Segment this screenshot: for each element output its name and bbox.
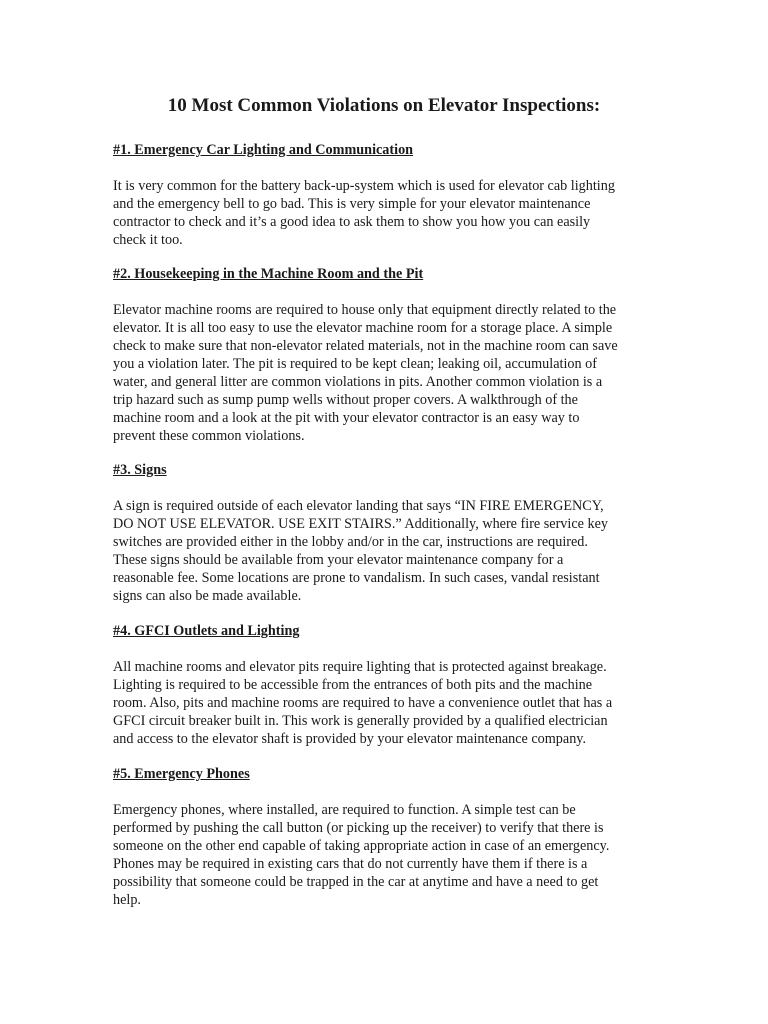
paragraph-line: It is very common for the battery back-up-system which is used for elevator cab lighting <box>113 178 615 194</box>
paragraph-line: A sign is required outside of each elevator landing that says “IN FIRE EMERGENCY, <box>113 498 604 514</box>
paragraph-line: contractor to check and it’s a good idea to ask them to show you how you can easily <box>113 214 591 230</box>
paragraph-line: Lighting is required to be accessible from the entrances of both pits and the machine <box>113 677 593 693</box>
paragraph-line: and access to the elevator shaft is provided by your elevator maintenance company. <box>113 731 587 747</box>
section-heading-4: #4. GFCI Outlets and Lighting <box>113 623 300 639</box>
document-title: 10 Most Common Violations on Elevator Inspections: <box>167 95 601 116</box>
paragraph-line: someone on the other end capable of taking appropriate action in case of an emergency. <box>113 838 610 854</box>
paragraph-line: check to make sure that non-elevator related materials, not in the machine room can save <box>113 338 618 354</box>
section-paragraph-5 <box>113 801 609 909</box>
paragraph-line: Emergency phones, where installed, are required to function. A simple test can be <box>113 802 576 818</box>
paragraph-line: DO NOT USE ELEVATOR. USE EXIT STAIRS.” Additionally, where fire service key <box>113 516 608 532</box>
paragraph-line: GFCI circuit breaker built in. This work is generally provided by a qualified electrician <box>113 713 608 729</box>
paragraph-line: you a violation later. The pit is required to be kept clean; leaking oil, accumulation of <box>113 356 597 372</box>
paragraph-line: check it too. <box>113 232 183 248</box>
paragraph-line: room. Also, pits and machine rooms are required to have a convenience outlet that has a <box>113 695 613 711</box>
paragraph-line: All machine rooms and elevator pits require lighting that is protected against breakage. <box>113 659 607 675</box>
paragraph-line: trip hazard such as sump pump wells without proper covers. A walkthrough of the <box>113 392 578 408</box>
paragraph-line: Phones may be required in existing cars that do not currently have them if there is a <box>113 856 588 872</box>
paragraph-line: Elevator machine rooms are required to house only that equipment directly related to the <box>113 302 617 318</box>
section-heading-1: #1. Emergency Car Lighting and Communication <box>113 142 414 158</box>
section-paragraph-3 <box>113 497 608 605</box>
paragraph-line: possibility that someone could be trapped in the car at anytime and have a need to get <box>113 874 599 890</box>
paragraph-line: switches are provided either in the lobby and/or in the car, instructions are required. <box>113 534 588 550</box>
paragraph-line: prevent these common violations. <box>113 428 305 444</box>
paragraph-line: elevator. It is all too easy to use the elevator machine room for a storage place. A simple <box>113 320 613 336</box>
paragraph-line: signs can also be made available. <box>113 588 302 604</box>
section-heading-5: #5. Emergency Phones <box>113 766 250 782</box>
section-paragraph-1 <box>113 177 615 249</box>
section-paragraph-2 <box>113 301 618 445</box>
paragraph-line: performed by pushing the call button (or picking up the receiver) to verify that there is <box>113 820 604 836</box>
section-paragraph-4 <box>113 658 612 748</box>
paragraph-line: These signs should be available from your elevator maintenance company for a <box>113 552 564 568</box>
paragraph-line: help. <box>113 892 141 908</box>
paragraph-line: machine room and a look at the pit with your elevator contractor is an easy way to <box>113 410 580 426</box>
paragraph-line: and the emergency bell to go bad. This is very simple for your elevator maintenance <box>113 196 591 212</box>
paragraph-line: water, and general litter are common violations in pits. Another common violation is a <box>113 374 603 390</box>
section-heading-2: #2. Housekeeping in the Machine Room and the Pit <box>113 266 424 282</box>
section-heading-3: #3. Signs <box>113 462 167 478</box>
paragraph-line: reasonable fee. Some locations are prone to vandalism. In such cases, vandal resistant <box>113 570 600 586</box>
